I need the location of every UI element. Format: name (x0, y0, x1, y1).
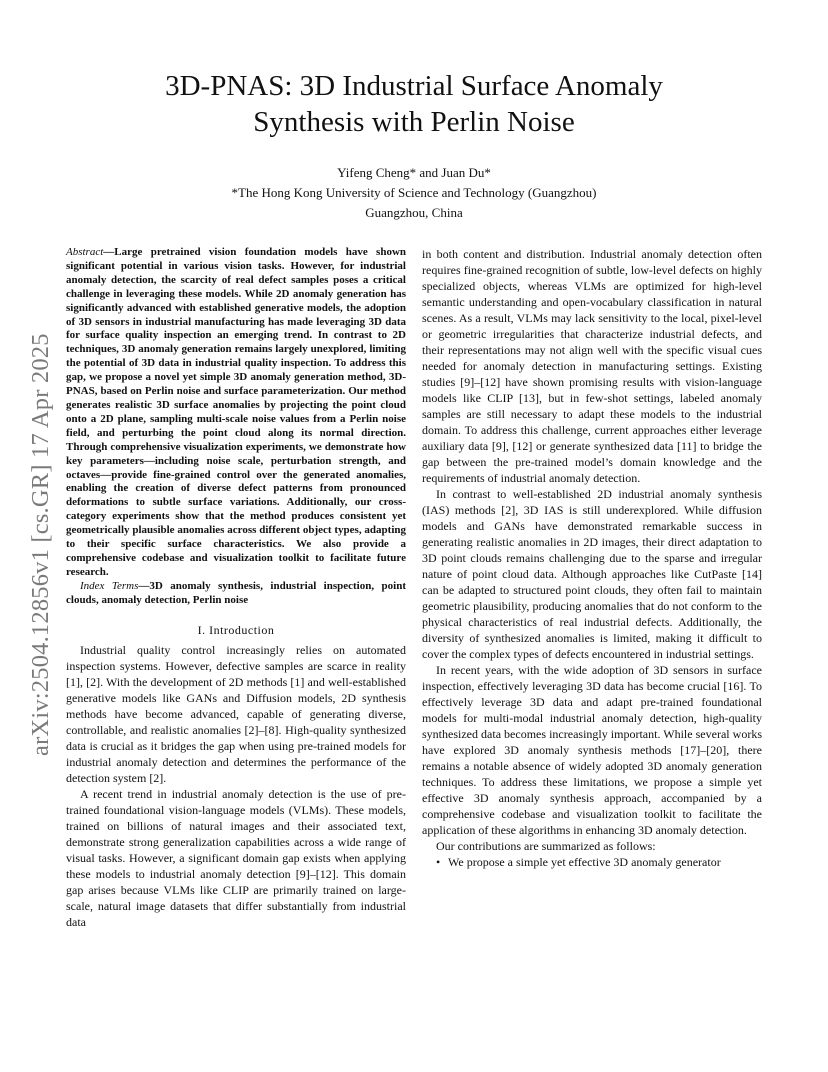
index-terms-label: Index Terms (80, 579, 139, 592)
right-column (422, 246, 762, 870)
section-heading-introduction: I. Introduction (197, 622, 275, 637)
title-line-2: Synthesis with Perlin Noise (253, 106, 575, 138)
contribution-text: We propose a simple yet effective 3D anomaly generator (448, 855, 721, 869)
intro-paragraph-1: Industrial quality control increasingly relies on automated inspection systems. However, defective samples are scarce in reality [1], [2]. With the development of 2D methods [1] and well-established generative models like GANs and Diffusion models, 2D synthesis methods have become advanced, capable of generating diverse, controllable, and realistic anomalies [2]–[8]. High-quality synthesized data is crucial as it bridges the gap when using pre-trained models for industrial anomaly detection and determines the performance of the detection system [2]. (66, 642, 406, 785)
contribution-list-item (422, 854, 762, 870)
left-column (66, 246, 406, 930)
index-terms-text: —3D anomaly synthesis, industrial inspection, point clouds, anomaly detection, Perlin noise (66, 579, 406, 606)
intro-paragraph-continued: in both content and distribution. Industrial anomaly detection often requires fine-grained recognition of subtle, low-level defects on highly specialized objects, whereas VLMs are optimized for high-level semantic understanding and open-vocabulary classification in natural scenes. As a result, VLMs may lack sensitivity to the local, pixel-level or geometric irregularities that characterize industrial defects, and their representations may not align well with the specific visual cues needed for anomaly detection in manufacturing settings. Existing studies [9]–[12] have shown promising results with vision-language models like CLIP [13], but in few-shot settings, labeled anomaly samples are still necessary to adapt these models to the industrial domain. To address this challenge, current approaches either leverage auxiliary data [9], [12] or generate synthesized data [11] to bridge the gap between the pre-trained model’s domain knowledge and the requirements of industrial anomaly detection. (422, 247, 762, 485)
title-line-1: 3D-PNAS: 3D Industrial Surface Anomaly (165, 70, 663, 102)
arxiv-identifier: arXiv:2504.12856v1 [cs.GR] 17 Apr 2025 (27, 333, 54, 756)
intro-paragraph-3: In contrast to well-established 2D industrial anomaly synthesis (IAS) methods [2], 3D IAS is still underexplored. While diffusion models and GANs have demonstrated remarkable success in generating realistic anomalies in 2D images, their direct adaptation to 3D point clouds remains challenging due to the sparse and irregular nature of point cloud data. Although approaches like CutPaste [14] can be adapted to structured point clouds, they often fail to maintain geometric plausibility, producing anomalies that do not conform to the physical characteristics of real industrial defects. Additionally, the diversity of synthesized anomalies is limited, making it difficult to cover the complex types of defects encountered in industrial settings. (422, 487, 762, 661)
intro-paragraph-4: In recent years, with the wide adoption of 3D sensors in surface inspection, effectively leveraging 3D data has become crucial [16]. To effectively leverage 3D data and adapt pre-trained foundational models for multi-modal industrial anomaly detection, high-quality synthesized data becomes increasingly important. While several works have explored 3D anomaly synthesis methods [17]–[20], there remains a notable absence of widely adopted 3D anomaly generation techniques. To address these limitations, we propose a simple yet effective 3D anomaly synthesis approach, accompanied by a comprehensive codebase and visualization toolkit to facilitate the application of these algorithms in enhancing 3D anomaly detection. (422, 663, 762, 837)
contributions-lead: Our contributions are summarized as follows: (436, 839, 656, 853)
bullet-icon: • (436, 855, 441, 869)
paper-title (80, 68, 748, 140)
abstract (66, 246, 406, 580)
author-block (80, 163, 748, 223)
intro-paragraph-2: A recent trend in industrial anomaly detection is the use of pre-trained foundational vision-language models (VLMs). These models, trained on billions of natural images and their associated text, demonstrate strong generalization capabilities across a wide range of visual tasks. However, a significant domain gap exists when applying these models to industrial anomaly detection [9]–[12]. This domain gap arises because VLMs like CLIP are primarily trained on large-scale, natural image datasets that differ substantially from industrial data (66, 786, 406, 929)
index-terms (66, 580, 406, 608)
abstract-label: Abstract (66, 246, 104, 258)
author-affiliation: *The Hong Kong University of Science and Technology (Guangzhou) (231, 185, 597, 200)
author-names: Yifeng Cheng* and Juan Du* (337, 165, 491, 180)
author-location: Guangzhou, China (365, 205, 463, 220)
abstract-text: —Large pretrained vision foundation models have shown significant potential in various vision tasks. However, for industrial anomaly detection, the scarcity of real defect samples poses a critical challenge in leveraging these models. While 2D anomaly generation has significantly advanced with established generative models, the adoption of 3D sensors in industrial manufacturing has made leveraging 3D data for surface quality inspection an emerging trend. In contrast to 2D techniques, 3D anomaly generation remains largely unexplored, limiting the potential of 3D data in industrial quality inspection. To address this gap, we propose a novel yet simple 3D anomaly generation method, 3D-PNAS, based on Perlin noise and surface parameterization. Our method generates realistic 3D surface anomalies by projecting the point cloud onto a 2D plane, sampling multi-scale noise values from a Perlin noise field, and perturbing the point cloud along its normal direction. Through comprehensive visualization experiments, we demonstrate how key parameters—including noise scale, perturbation strength, and octaves—provide fine-grained control over the generated anomalies, enabling the creation of diverse defect patterns from pronounced deformations to subtle surface variations. Additionally, our cross-category experiments show that the method produces consistent yet geometrically plausible anomalies across different object types, adapting to their specific surface characteristics. We also provide a comprehensive codebase and visualization toolkit to facilitate future research. (66, 246, 406, 578)
